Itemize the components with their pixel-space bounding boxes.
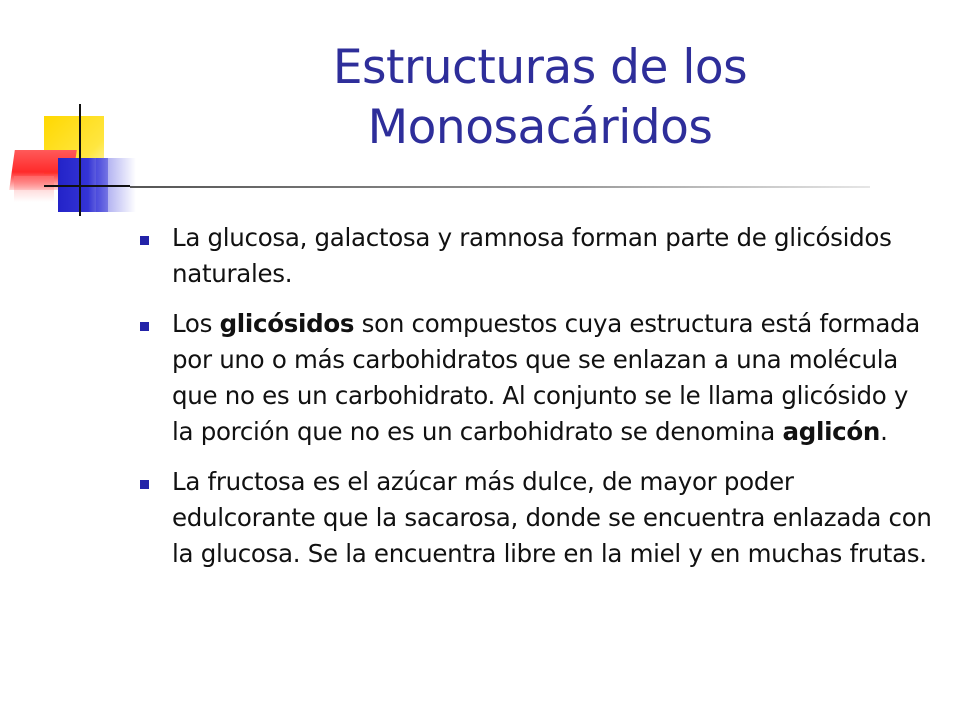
bullet-2-part-1: Los <box>172 309 220 338</box>
title-line-1: Estructuras de los <box>332 40 748 95</box>
bullet-list <box>134 220 934 586</box>
bullet-2-bold-term-glicosidos: glicósidos <box>219 309 355 338</box>
bullet-marker-square <box>140 322 149 331</box>
bullet-2-bold-term-aglicon: aglicón <box>782 417 881 446</box>
bullet-text-1: La glucosa, galactosa y ramnosa forman parte de glicósidos naturales. <box>172 223 892 288</box>
bullet-2-part-3: . <box>880 417 888 446</box>
horizontal-line-short <box>44 185 130 187</box>
slide-title <box>160 38 920 158</box>
red-square-fade <box>14 176 54 202</box>
title-line-2: Monosacáridos <box>367 100 713 155</box>
bullet-item-2 <box>134 306 934 450</box>
bullet-marker-square <box>140 480 149 489</box>
decorative-logo <box>0 0 140 230</box>
bullet-text-2 <box>172 306 934 450</box>
bullet-item-1 <box>134 220 934 292</box>
vertical-line <box>79 104 81 216</box>
bullet-marker-square <box>140 236 149 245</box>
title-underline <box>130 186 870 188</box>
bullet-item-3 <box>134 464 934 572</box>
bullet-2-part-2: son compuestos cuya estructura está formada por uno o más carbohidratos que se enlazan a una molécula que no es un carbohidrato. Al conjunto se le llama glicósido y la porción que no es un carbohidrato se denomina <box>172 309 921 446</box>
bullet-text-3: La fructosa es el azúcar más dulce, de mayor poder edulcorante que la sacarosa, donde se encuentra enlazada con la glucosa. Se la encuentra libre en la miel y en muchas frutas. <box>172 467 932 568</box>
